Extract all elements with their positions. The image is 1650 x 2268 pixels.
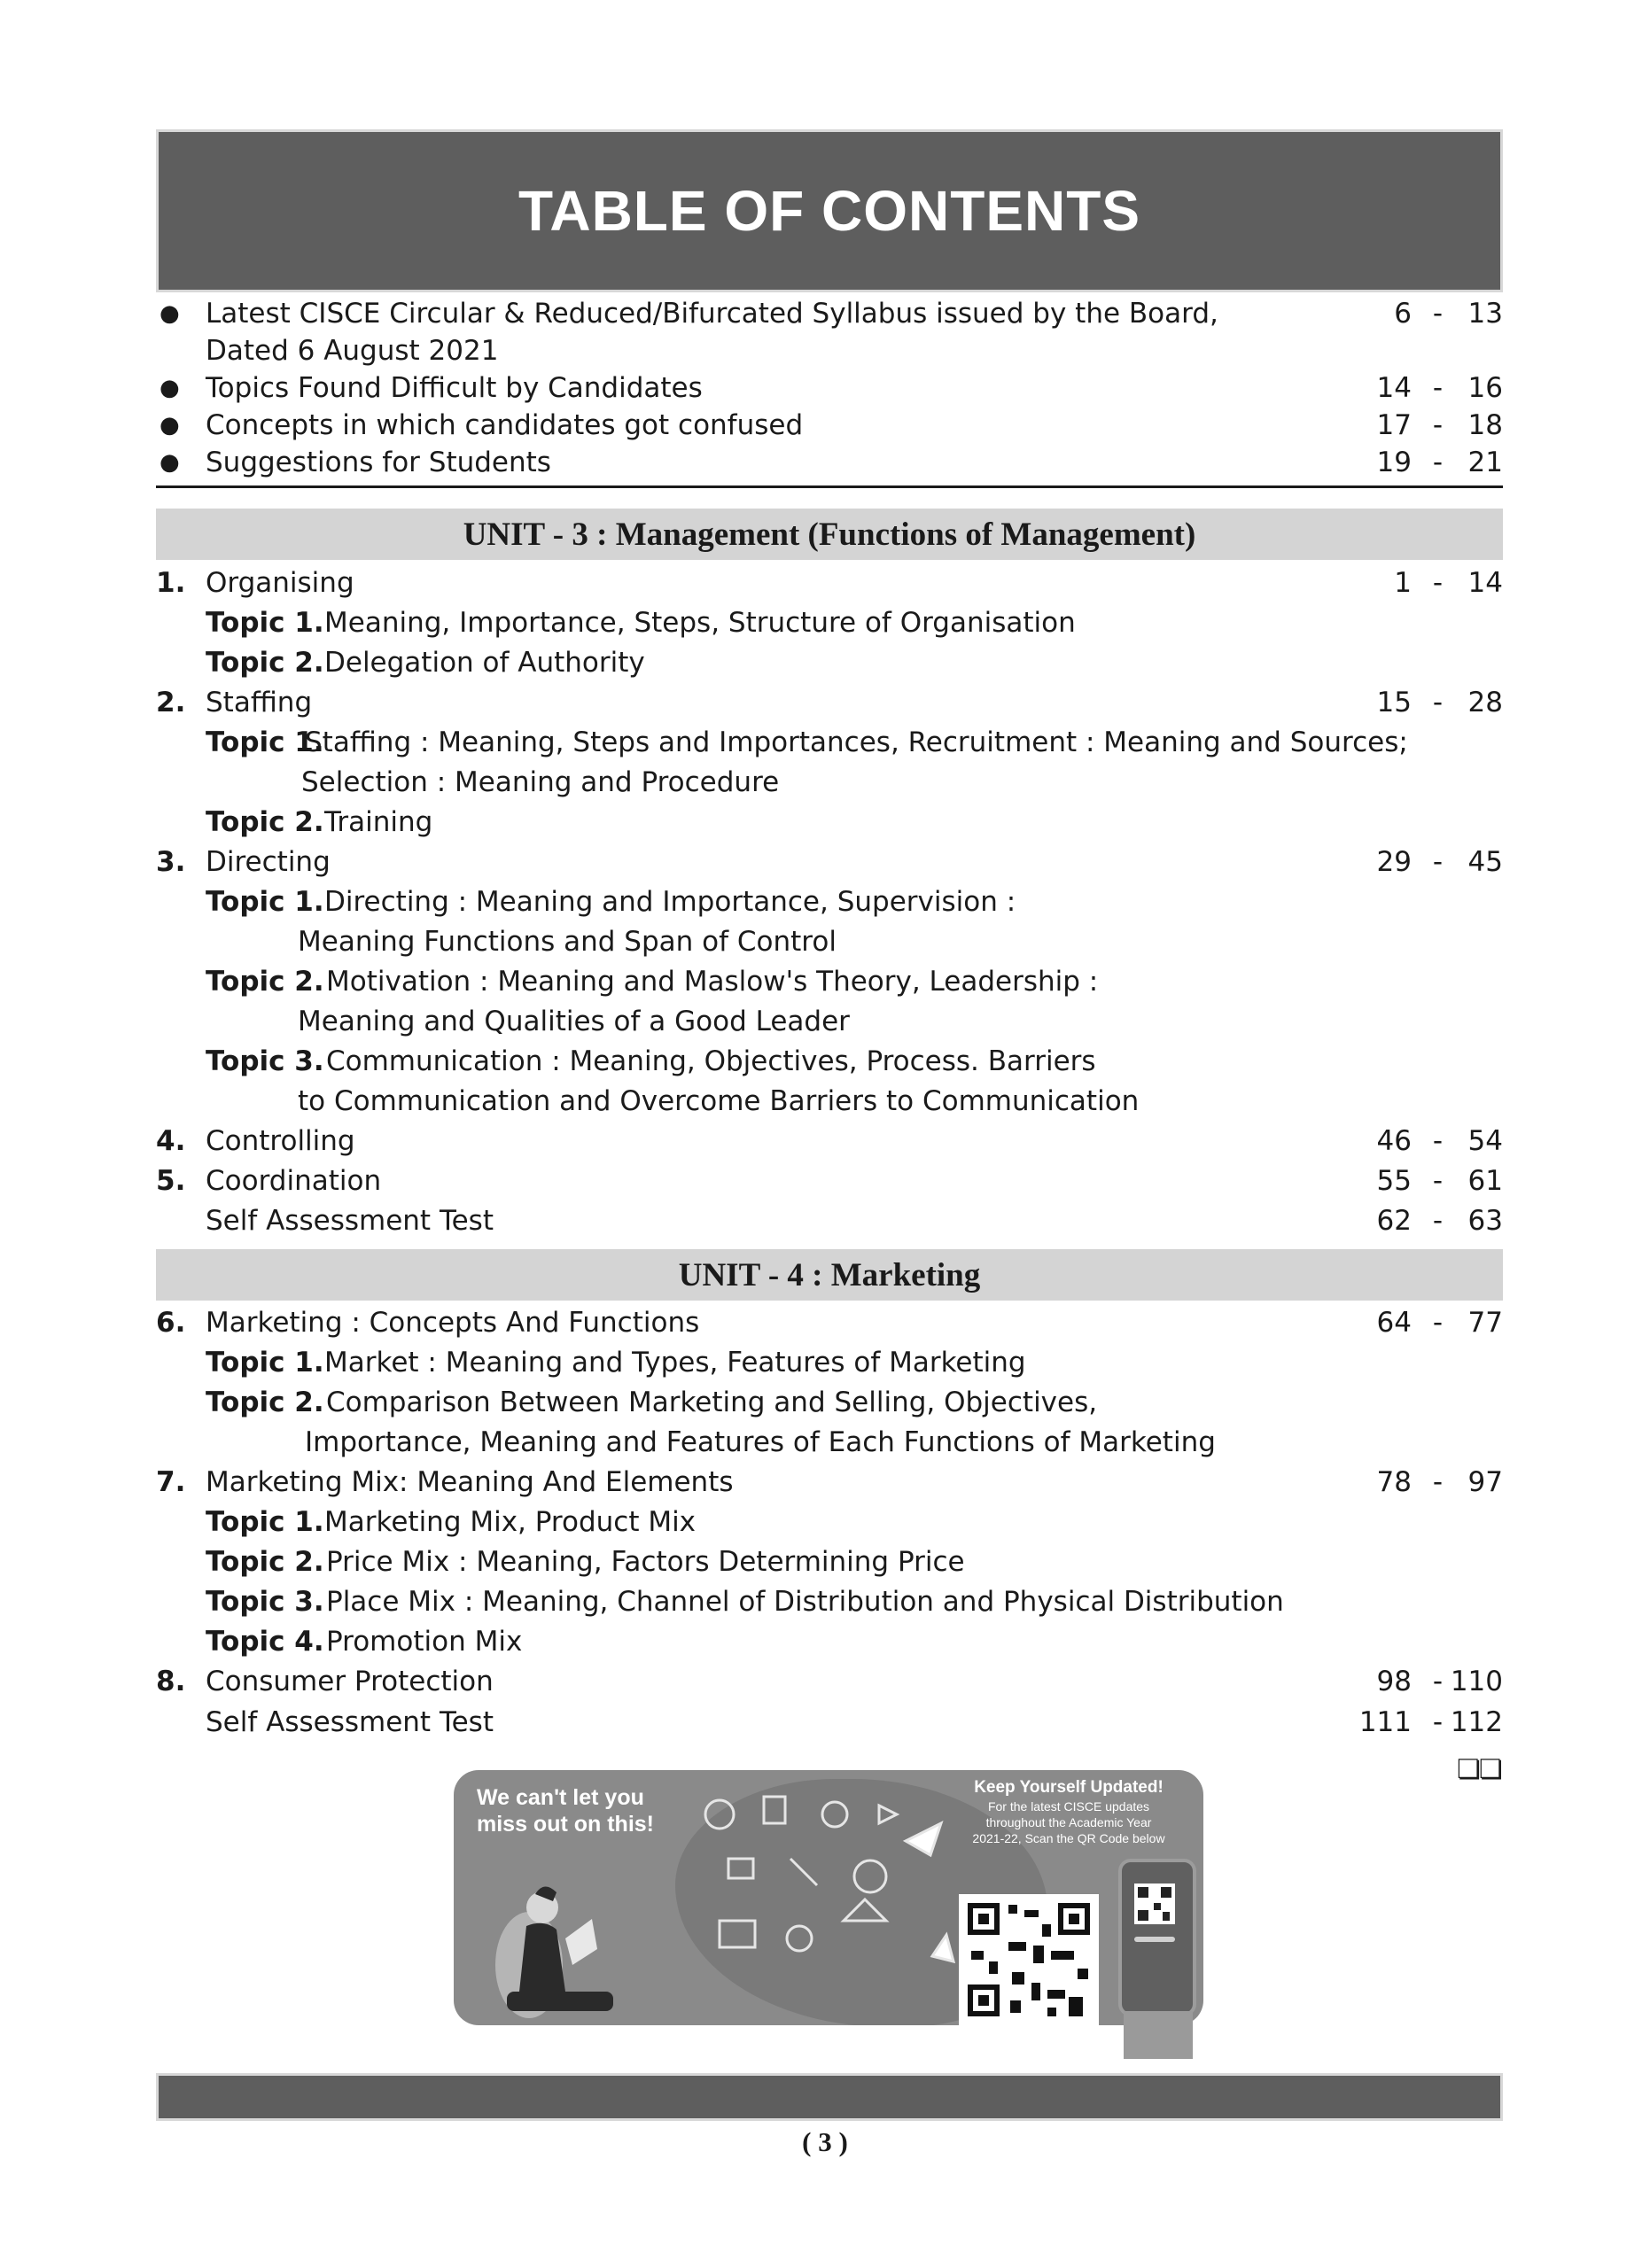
chapter-number: 5. (156, 1165, 186, 1197)
chapter-title: Staffing (206, 687, 313, 718)
chapter-title: Controlling (206, 1125, 355, 1157)
page-range: 15 - 28 (1376, 687, 1503, 718)
topic-label: Topic 1. (206, 886, 324, 918)
topic-continuation (156, 1423, 1503, 1462)
footer-band (156, 2073, 1503, 2121)
topic-title: Communication : Meaning, Objectives, Process. Barriers (326, 1045, 1096, 1077)
chapter-row[interactable] (156, 563, 1503, 602)
page-title: TABLE OF CONTENTS (518, 179, 1140, 243)
student-reading-illustration (480, 1868, 649, 2018)
topic-title: Marketing Mix, Product Mix (324, 1506, 697, 1538)
page-range: 14 - 16 (1376, 372, 1503, 404)
chapter-title: Coordination (206, 1165, 382, 1197)
topic-row[interactable] (156, 962, 1503, 1001)
chapter-row[interactable] (156, 1662, 1503, 1701)
topic-label: Topic 1. (206, 1347, 324, 1379)
topic-row[interactable] (156, 1383, 1503, 1422)
education-icons-doodle (693, 1788, 959, 2009)
page-number: ( 3 ) (802, 2126, 848, 2157)
page-range: 98 - 110 (1376, 1666, 1503, 1697)
chapter-number: 4. (156, 1125, 186, 1157)
qr-promo-banner[interactable] (454, 1770, 1203, 2025)
topic-row[interactable] (156, 882, 1503, 921)
chapter-row[interactable] (156, 1122, 1503, 1161)
toc-prelim-row[interactable] (156, 406, 1503, 445)
topic-title: Price Mix : Meaning, Factors Determining Price (326, 1546, 965, 1578)
chapter-number: 6. (156, 1307, 186, 1339)
topic-title: Promotion Mix (326, 1626, 523, 1658)
page-range: 78 - 97 (1376, 1466, 1503, 1498)
self-assessment-row[interactable] (156, 1703, 1503, 1742)
topic-label: Topic 2. (206, 806, 324, 838)
banner-right-text: Keep Yourself Updated! For the latest CISCE updates throughout the Academic Year 2021-22, Scan the QR Code below (972, 1778, 1165, 1845)
topic-label: Topic 1. (206, 726, 324, 758)
page-range: 62 - 63 (1376, 1205, 1503, 1237)
unit-3-heading-band (156, 509, 1503, 560)
toc-prelim-row[interactable] (156, 443, 1503, 482)
topic-title: Staffing : Meaning, Steps and Importances, Recruitment : Meaning and Sources; (305, 726, 1408, 758)
unit-4-heading-band (156, 1249, 1503, 1301)
topic-row[interactable] (156, 1343, 1503, 1382)
topic-row[interactable] (156, 643, 1503, 682)
phone-hand-icon (1124, 2011, 1193, 2059)
unit-3-heading: UNIT - 3 : Management (Functions of Management) (463, 516, 1196, 553)
topic-continuation (156, 1002, 1503, 1041)
page-range: 6 - 13 (1394, 298, 1503, 330)
topic-title: Delegation of Authority (324, 647, 645, 679)
topic-row[interactable] (156, 1503, 1503, 1542)
topic-row[interactable] (156, 1042, 1503, 1081)
end-mark-icon: ❏❏ (1457, 1754, 1501, 1785)
chapter-title: Self Assessment Test (206, 1205, 494, 1237)
topic-title-cont: to Communication and Overcome Barriers to Communication (298, 1085, 1140, 1117)
topic-label: Topic 4. (206, 1626, 324, 1658)
topic-row[interactable] (156, 1582, 1503, 1621)
toc-entry-text: Latest CISCE Circular & Reduced/Bifurcated Syllabus issued by the Board, (206, 298, 1218, 330)
chapter-row[interactable] (156, 683, 1503, 722)
page-range: 19 - 21 (1376, 447, 1503, 478)
topic-row[interactable] (156, 603, 1503, 642)
page-range: 1 - 14 (1394, 567, 1503, 599)
toc-prelim-row (156, 331, 1503, 370)
chapter-title: Marketing Mix: Meaning And Elements (206, 1466, 734, 1498)
topic-row[interactable] (156, 803, 1503, 842)
toc-entry-text: Concepts in which candidates got confused (206, 409, 804, 441)
topic-label: Topic 1. (206, 1506, 324, 1538)
topic-title-cont: Selection : Meaning and Procedure (301, 766, 780, 798)
topic-label: Topic 2. (206, 1546, 324, 1578)
divider (156, 485, 1503, 488)
chapter-row[interactable] (156, 843, 1503, 882)
topic-label: Topic 3. (206, 1045, 324, 1077)
topic-title: Meaning, Importance, Steps, Structure of Organisation (324, 607, 1076, 639)
topic-row[interactable] (156, 1622, 1503, 1661)
toc-entry-text: Suggestions for Students (206, 447, 551, 478)
self-assessment-row[interactable] (156, 1201, 1503, 1240)
toc-entry-text: Dated 6 August 2021 (206, 335, 499, 367)
topic-row[interactable] (156, 1542, 1503, 1581)
topic-continuation (156, 922, 1503, 961)
chapter-title: Organising (206, 567, 354, 599)
topic-title: Training (324, 806, 433, 838)
page-range: 29 - 45 (1376, 846, 1503, 878)
qr-code-icon[interactable] (959, 1894, 1099, 2025)
topic-title-cont: Importance, Meaning and Features of Each Functions of Marketing (305, 1426, 1216, 1458)
bullet: ● (160, 300, 180, 327)
page-range: 111 - 112 (1358, 1706, 1503, 1738)
topic-label: Topic 3. (206, 1586, 324, 1618)
topic-title: Motivation : Meaning and Maslow's Theory, Leadership : (326, 966, 1099, 998)
topic-continuation (156, 763, 1503, 802)
bullet: ● (160, 412, 180, 439)
chapter-number: 8. (156, 1666, 186, 1697)
topic-title: Directing : Meaning and Importance, Supervision : (324, 886, 1016, 918)
toc-prelim-row[interactable] (156, 294, 1503, 333)
chapter-title: Self Assessment Test (206, 1706, 494, 1738)
page-range: 55 - 61 (1376, 1165, 1503, 1197)
chapter-number: 7. (156, 1466, 186, 1498)
chapter-title: Directing (206, 846, 331, 878)
chapter-number: 3. (156, 846, 186, 878)
toc-entry-text: Topics Found Difficult by Candidates (206, 372, 703, 404)
topic-title-cont: Meaning and Qualities of a Good Leader (298, 1006, 850, 1037)
chapter-number: 2. (156, 687, 186, 718)
chapter-title: Consumer Protection (206, 1666, 494, 1697)
toc-prelim-row[interactable] (156, 369, 1503, 408)
topic-title: Place Mix : Meaning, Channel of Distribution and Physical Distribution (326, 1586, 1284, 1618)
page-range: 17 - 18 (1376, 409, 1503, 441)
chapter-row[interactable] (156, 1161, 1503, 1200)
banner-left-text: We can't let you miss out on this! (477, 1785, 654, 1837)
topic-label: Topic 2. (206, 966, 324, 998)
topic-title: Comparison Between Marketing and Selling, Objectives, (326, 1386, 1098, 1418)
topic-title: Market : Meaning and Types, Features of Marketing (324, 1347, 1026, 1379)
title-banner (156, 129, 1503, 292)
topic-row[interactable] (156, 723, 1503, 762)
topic-continuation (156, 1082, 1503, 1121)
chapter-row[interactable] (156, 1463, 1503, 1502)
bullet: ● (160, 375, 180, 401)
bullet: ● (160, 449, 180, 476)
topic-label: Topic 2. (206, 1386, 324, 1418)
chapter-row[interactable] (156, 1303, 1503, 1342)
topic-label: Topic 2. (206, 647, 324, 679)
unit-4-heading: UNIT - 4 : Marketing (678, 1256, 981, 1293)
chapter-title: Marketing : Concepts And Functions (206, 1307, 700, 1339)
topic-title-cont: Meaning Functions and Span of Control (298, 926, 837, 958)
page-range: 46 - 54 (1376, 1125, 1503, 1157)
chapter-number: 1. (156, 567, 186, 599)
page-range: 64 - 77 (1376, 1307, 1503, 1339)
phone-icon (1118, 1859, 1196, 2016)
topic-label: Topic 1. (206, 607, 324, 639)
